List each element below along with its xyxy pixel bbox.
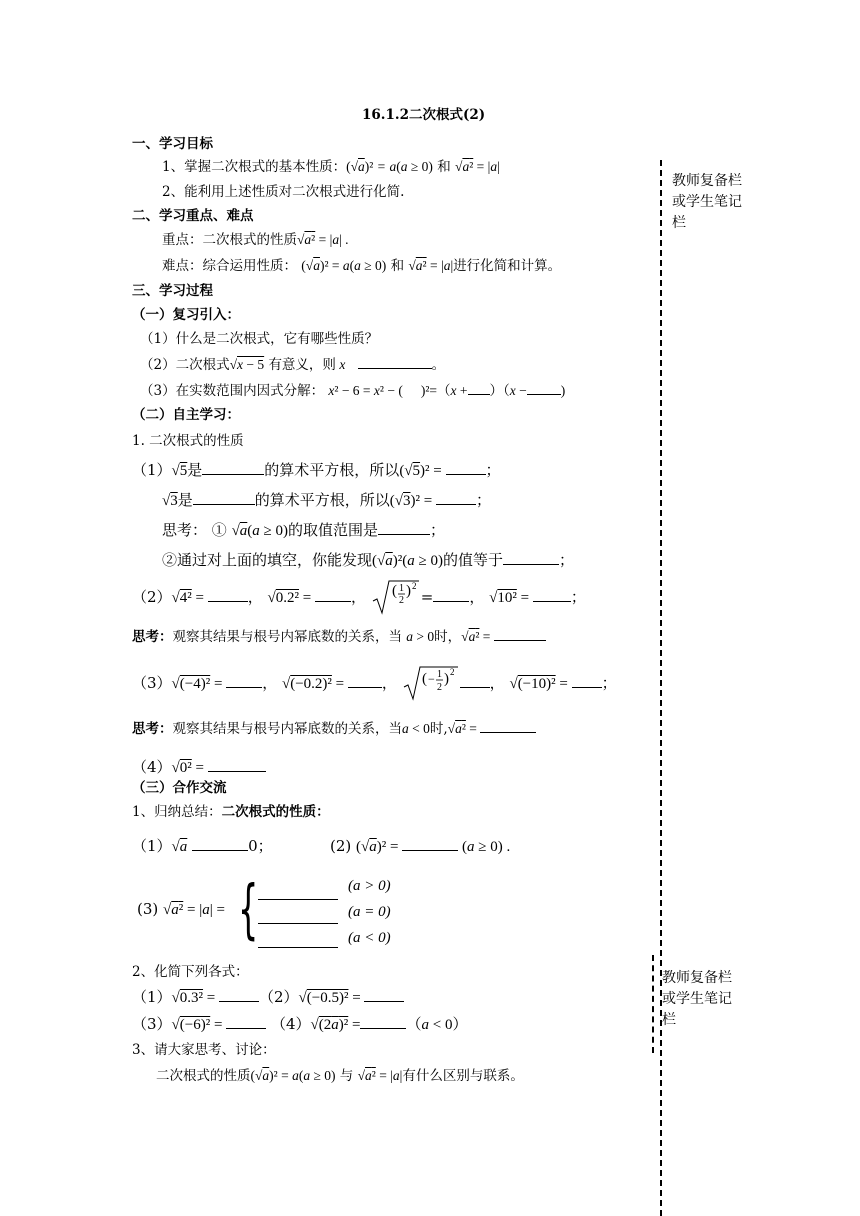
- review3-blank1[interactable]: [468, 380, 490, 395]
- key-point-text: 重点：二次根式的性质: [162, 232, 297, 248]
- review2: （2）二次根式√x − 5 有意义，则 x 。: [140, 354, 445, 375]
- q2-blank4[interactable]: [533, 587, 571, 602]
- question1b: √3是 的算术平方根，所以(√3)² = ；: [162, 491, 491, 509]
- s2-prefix: (2): [330, 837, 352, 855]
- cond-neg: (a < 0): [348, 930, 391, 946]
- think4-blank[interactable]: [480, 718, 536, 733]
- q1a-mid: 是: [187, 461, 203, 479]
- q1b-mid: 是: [177, 491, 193, 509]
- p2-label: （2）: [259, 988, 299, 1006]
- goal1-text: 1、掌握二次根式的基本性质：: [162, 159, 347, 175]
- margin-divider: [660, 160, 662, 1216]
- svg-text:(: (: [391, 583, 397, 599]
- think2-text: 的值等于: [442, 551, 503, 569]
- think1-prefix: 思考： ①: [162, 521, 227, 539]
- q2-blank1[interactable]: [208, 587, 248, 602]
- svg-text:): ): [443, 671, 449, 687]
- sqrt-half-squared: [371, 579, 421, 617]
- margin-divider-lower: [652, 955, 654, 1053]
- q3-blank2[interactable]: [348, 673, 382, 688]
- s1-blank[interactable]: [192, 836, 248, 851]
- summary-bold: 二次根式的性质：: [221, 804, 330, 820]
- discuss-mid: 与: [339, 1068, 354, 1084]
- s2-blank[interactable]: [402, 836, 458, 851]
- review3: （3）在实数范围内因式分解： x² − 6 = x² − ( )²=（x + ）（x − ): [140, 380, 565, 401]
- s3-prefix: (3): [137, 900, 159, 918]
- summary-prefix: 1、归纳总结：: [132, 804, 222, 820]
- review3-blank2[interactable]: [527, 380, 561, 395]
- side-note-top: 教师复备栏 或学生笔记 栏: [672, 173, 742, 231]
- difficult-and: 和: [390, 258, 405, 274]
- svg-text:2: 2: [449, 667, 455, 677]
- svg-text:2: 2: [398, 595, 404, 606]
- q2-blank2[interactable]: [315, 587, 351, 602]
- think4: 思考：观察其结果与根号内幂底数的关系，当a < 0时,√a² =: [132, 718, 536, 739]
- simplify-row2: （3）√(−6)² = （4）√(2a)² = （a < 0）: [132, 1015, 468, 1033]
- s1-suffix: 0；: [248, 837, 273, 855]
- piecewise-brace: {: [238, 873, 259, 947]
- discuss-prefix: 二次根式的性质: [156, 1068, 251, 1084]
- q3-blank1[interactable]: [226, 673, 262, 688]
- summary-1-2: （1）√a 0；: [132, 837, 273, 855]
- difficult-suffix: 进行化简和计算。: [453, 258, 562, 274]
- p3-label: （3）: [132, 1015, 172, 1033]
- think4-label: 思考：: [132, 721, 173, 737]
- q3-prefix: （3）: [132, 674, 172, 692]
- review3-text: （3）在实数范围内因式分解：: [140, 383, 325, 399]
- q1b-blank2[interactable]: [436, 490, 476, 505]
- sqrt-neg-half-squared: [402, 665, 460, 703]
- q1a-text: 的算术平方根，所以: [264, 461, 400, 479]
- review2-text: （2）二次根式: [140, 357, 230, 373]
- review2-end: 。: [431, 357, 446, 373]
- piece-blank-pos[interactable]: [258, 899, 338, 900]
- think3: 思考：观察其结果与根号内幂底数的关系，当 a > 0时，√a² =: [132, 626, 546, 647]
- question3: （3）√(−4)² = ， √(−0.2)² = ， ( − 1 2 ) 2 ， √(−10)² = ；: [132, 665, 617, 703]
- svg-text:1: 1: [398, 583, 404, 594]
- question4: （4）√0² =: [132, 757, 266, 778]
- cond-pos: (a > 0): [348, 878, 391, 894]
- question2: （2）√4² = ， √0.2² = ， ( 1 2 ) 2 = ， √10² = ；: [132, 579, 586, 617]
- review2-blank[interactable]: [358, 354, 432, 369]
- simplify-title: 2、化简下列各式：: [132, 964, 249, 980]
- review1: （1）什么是二次根式，它有哪些性质？: [140, 331, 379, 347]
- part2-heading: （二）自主学习：: [132, 407, 240, 423]
- part3-heading: （三）合作交流: [132, 780, 227, 796]
- piece-blank-neg[interactable]: [258, 947, 338, 948]
- q1b-text: 的算术平方根，所以: [254, 491, 390, 509]
- think1: 思考： ① √a(a ≥ 0)的取值范围是 ；: [162, 521, 446, 539]
- difficult-point: 难点：综合运用性质： (√a)² = a(a ≥ 0) 和 √a² = |a|进行化简和计算。: [162, 258, 562, 274]
- p1-blank[interactable]: [219, 987, 259, 1002]
- goal1-and: 和: [437, 159, 451, 175]
- svg-text:2: 2: [436, 682, 442, 693]
- discuss-title: 3、请大家思考、讨论：: [132, 1042, 276, 1058]
- goal1: 1、掌握二次根式的基本性质：(√a)² = a(a ≥ 0) 和 √a² = |a|: [162, 159, 500, 175]
- q4-blank[interactable]: [208, 757, 266, 772]
- think2-prefix: ②通过对上面的填空，你能发现: [162, 551, 373, 569]
- think3-blank[interactable]: [494, 626, 546, 641]
- question1a: （1）√5是 的算术平方根，所以(√5)² = ；: [132, 461, 501, 479]
- cond-zero: (a = 0): [348, 904, 391, 920]
- key-point: 重点：二次根式的性质√a² = |a| .: [162, 232, 349, 248]
- summary-3: (3) √a² = |a| =: [137, 900, 225, 918]
- part1-heading: （一）复习引入：: [132, 307, 240, 323]
- q1a-blank2[interactable]: [446, 460, 486, 475]
- svg-text:(: (: [421, 671, 427, 687]
- think3-mid: 时，: [434, 629, 462, 645]
- property-title: 1. 二次根式的性质: [132, 433, 244, 449]
- think3-text: 观察其结果与根号内幂底数的关系，当: [172, 629, 402, 645]
- p1-label: （1）: [132, 988, 172, 1006]
- s1-prefix: （1）: [132, 837, 172, 855]
- p4-label: （4）: [270, 1015, 311, 1033]
- section1-heading: 一、学习目标: [132, 136, 213, 152]
- q1b-blank1[interactable]: [193, 490, 255, 505]
- p4-blank[interactable]: [360, 1014, 406, 1029]
- q1a-blank1[interactable]: [202, 460, 264, 475]
- discuss-suffix: 有什么区别与联系。: [402, 1068, 524, 1084]
- p2-blank[interactable]: [364, 987, 404, 1002]
- q3-blank3[interactable]: [460, 673, 490, 688]
- summary-title: [132, 802, 330, 822]
- goal2: 2、能利用上述性质对二次根式进行化简.: [162, 184, 405, 200]
- svg-text:1: 1: [436, 669, 442, 680]
- section3-heading: 三、学习过程: [132, 283, 213, 299]
- think2-blank[interactable]: [503, 550, 559, 565]
- svg-text:2: 2: [411, 581, 417, 591]
- q4-prefix: （4）: [132, 758, 172, 776]
- q1a-prefix: （1）: [132, 461, 172, 479]
- piece-blank-zero[interactable]: [258, 923, 338, 924]
- q3-blank4[interactable]: [572, 673, 602, 688]
- p3-blank[interactable]: [226, 1014, 266, 1029]
- think4-mid: 时,: [429, 721, 448, 737]
- think1-text: 的取值范围是: [288, 521, 379, 539]
- think3-label: 思考：: [132, 629, 173, 645]
- side-note-bottom: 教师复备栏 或学生笔记 栏: [662, 970, 732, 1028]
- think4-text: 观察其结果与根号内幂底数的关系，当: [172, 721, 402, 737]
- q2-prefix: （2）: [132, 588, 172, 606]
- summary-2: (2) (√a)² = (a ≥ 0) .: [330, 837, 511, 855]
- q2-blank3[interactable]: [433, 587, 469, 602]
- page-title: 16.1.2二次根式(2): [362, 107, 486, 123]
- simplify-row1: （1）√0.3² = （2）√(−0.5)² =: [132, 987, 404, 1008]
- discuss-text: 二次根式的性质(√a)² = a(a ≥ 0) 与 √a² = |a|有什么区别与联系。: [156, 1068, 524, 1084]
- svg-text:−: −: [427, 672, 435, 686]
- section2-heading: 二、学习重点、难点: [132, 208, 254, 224]
- review2-mid: 有意义，则: [268, 357, 336, 373]
- think2: ②通过对上面的填空，你能发现(√a)²(a ≥ 0)的值等于 ；: [162, 551, 575, 569]
- difficult-point-text: 难点：综合运用性质：: [162, 258, 297, 274]
- svg-text:): ): [405, 583, 411, 599]
- think1-blank[interactable]: [378, 520, 430, 535]
